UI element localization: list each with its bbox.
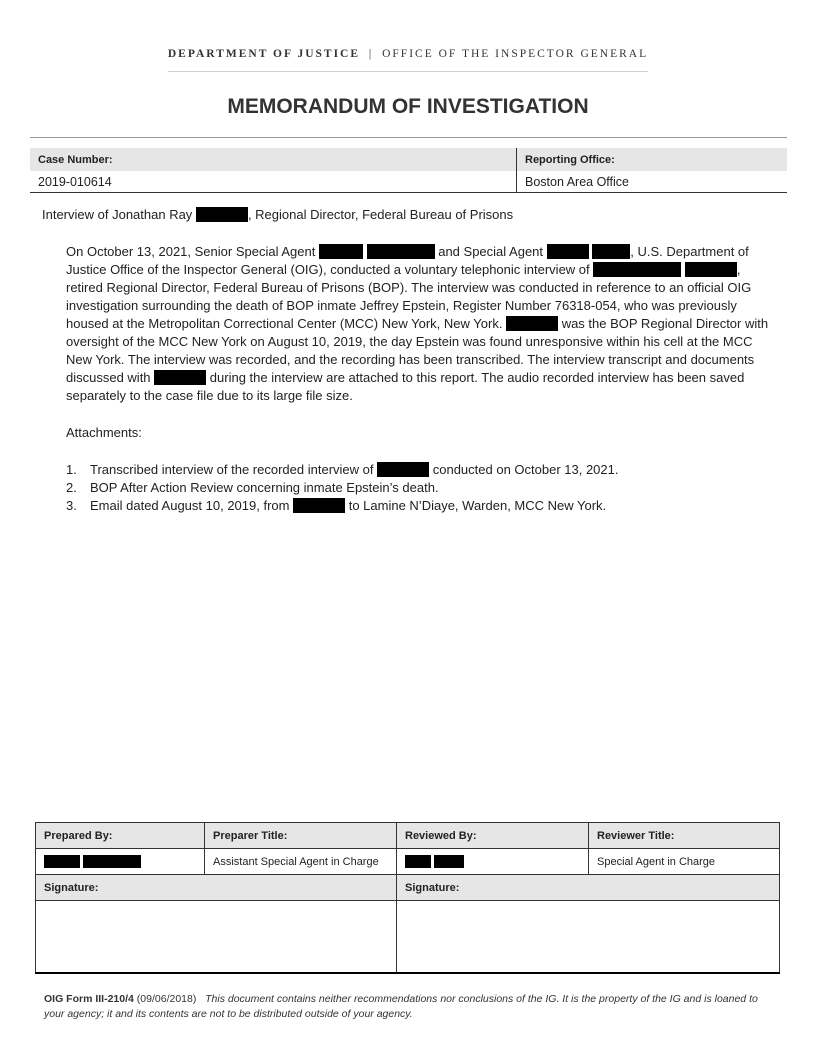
redaction-box — [154, 370, 206, 385]
attachment-text: Email dated August 10, 2019, from — [90, 498, 290, 513]
attachment-text: conducted on October 13, 2021. — [432, 462, 619, 477]
redaction-box — [293, 498, 345, 513]
interview-subject — [42, 207, 513, 222]
redaction-box — [405, 855, 431, 868]
body-text-3: , U.S. Department of Justice Office of the Inspector General (OIG), conducted a voluntary telephonic interview of — [66, 244, 749, 277]
redaction-box — [506, 316, 558, 331]
reviewer-name — [397, 849, 589, 875]
subject-prefix: Interview of Jonathan Ray — [42, 207, 193, 222]
body-text-1: On October 13, 2021, Senior Special Agent — [66, 244, 316, 259]
office-name: OFFICE OF THE INSPECTOR GENERAL — [382, 48, 649, 60]
attachment-number: 2. — [66, 480, 77, 495]
memo-body-paragraph — [66, 243, 774, 405]
distribution-notice: This document contains neither recommendations nor conclusions of the IG. It is the property of the IG and is loaned to your agency; it and its contents are not to be distributed outside of your agency. — [44, 993, 758, 1020]
signature-table — [35, 822, 780, 974]
preparer-name — [36, 849, 205, 875]
form-id: OIG Form III-210/4 — [44, 993, 134, 1005]
redaction-box — [83, 855, 141, 868]
attachment-number: 1. — [66, 462, 77, 477]
memo-title: MEMORANDUM OF INVESTIGATION — [227, 95, 589, 118]
reviewer-signature-label: Signature: — [397, 875, 780, 901]
attachment-item — [66, 479, 774, 497]
redaction-box — [44, 855, 80, 868]
header-separator: | — [368, 48, 374, 60]
redaction-box — [685, 262, 737, 277]
body-text-4: , retired Regional Director, Federal Bureau of Prisons (BOP). The interview was conducted in reference to an official OIG investigation surrounding the death of BOP inmate Jeffrey Epstein, Register Number 76318-054, who was previously housed at the Metropolitan Correctional Center (MCC) New York, New York. — [66, 262, 752, 331]
reviewer-signature-field[interactable] — [397, 901, 780, 974]
attachments-list — [66, 461, 774, 515]
body-text-2: and Special Agent — [438, 244, 544, 259]
preparer-title-label: Preparer Title: — [205, 823, 397, 849]
body-text-5: was the BOP Regional Director with oversight of the MCC New York on August 10, 2019, the day Epstein was found unresponsive within his cell at the MCC New York. The interview was recorded, and the recording has been transcribed. The interview transcript and documents discussed with — [66, 316, 769, 385]
redaction-box — [434, 855, 464, 868]
case-number-label: Case Number: — [30, 148, 517, 171]
reporting-office-value: Boston Area Office — [517, 171, 788, 193]
attachment-text: Transcribed interview of the recorded interview of — [90, 462, 374, 477]
header-divider — [168, 71, 648, 72]
attachment-item — [66, 461, 774, 479]
redaction-box — [319, 244, 363, 259]
redaction-box — [592, 244, 630, 259]
preparer-signature-field[interactable] — [36, 901, 397, 974]
reporting-office-label: Reporting Office: — [517, 148, 788, 171]
subject-suffix: , Regional Director, Federal Bureau of Prisons — [247, 207, 514, 222]
preparer-title-value: Assistant Special Agent in Charge — [205, 849, 397, 875]
redaction-box — [377, 462, 429, 477]
redaction-box — [196, 207, 248, 222]
reviewed-by-label: Reviewed By: — [397, 823, 589, 849]
agency-header — [0, 48, 816, 60]
redaction-box — [547, 244, 589, 259]
form-footer — [44, 992, 774, 1022]
department-name: DEPARTMENT OF JUSTICE — [167, 48, 361, 60]
redaction-box — [367, 244, 435, 259]
attachments-label: Attachments: — [66, 425, 142, 440]
attachment-item — [66, 497, 774, 515]
form-date: (09/06/2018) — [136, 993, 197, 1005]
case-number-value: 2019-010614 — [30, 171, 517, 193]
reviewer-title-value: Special Agent in Charge — [589, 849, 780, 875]
title-divider — [30, 137, 787, 138]
case-info-table — [30, 148, 787, 193]
attachment-text: to Lamine N’Diaye, Warden, MCC New York. — [348, 498, 607, 513]
redaction-box — [593, 262, 681, 277]
attachment-text: BOP After Action Review concerning inmate Epstein’s death. — [90, 480, 439, 495]
body-text-6: during the interview are attached to this report. The audio recorded interview has been saved separately to the case file due to its large file size. — [66, 370, 745, 403]
prepared-by-label: Prepared By: — [36, 823, 205, 849]
reviewer-title-label: Reviewer Title: — [589, 823, 780, 849]
attachment-number: 3. — [66, 498, 77, 513]
preparer-signature-label: Signature: — [36, 875, 397, 901]
